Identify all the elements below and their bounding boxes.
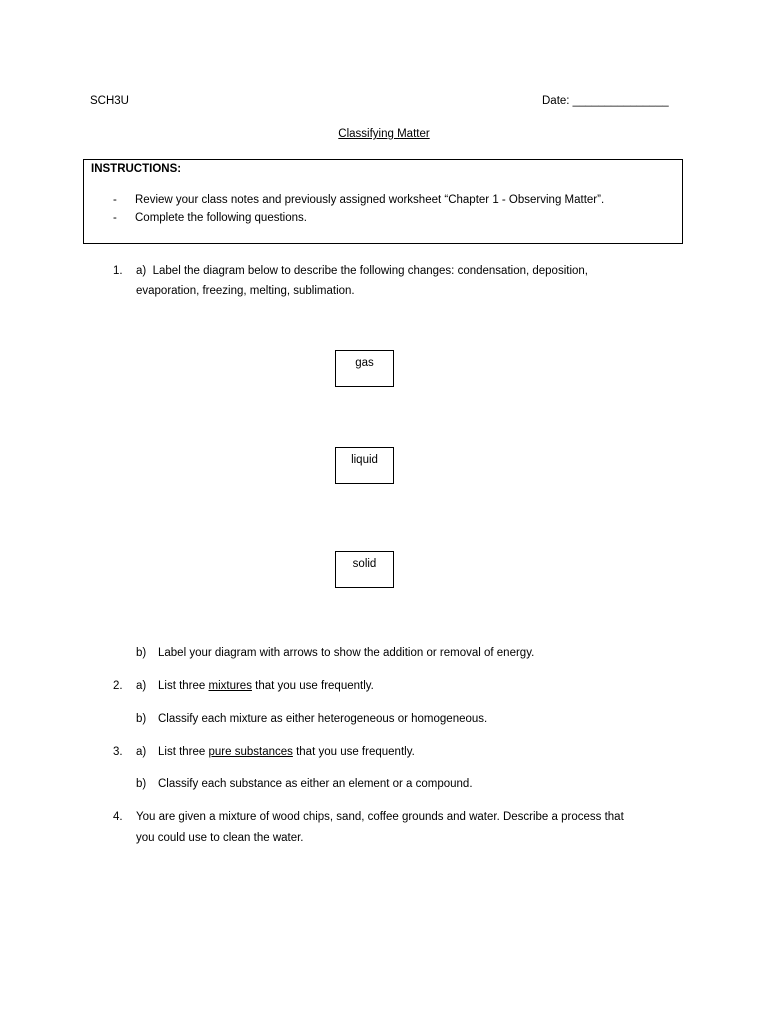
- question-number: 2.: [113, 680, 123, 692]
- question-number: 4.: [113, 811, 123, 823]
- part-label: b): [136, 713, 147, 725]
- text-span: that you use frequently.: [292, 746, 415, 758]
- question-text: You are given a mixture of wood chips, sand, coffee grounds and water. Describe a process that: [136, 811, 624, 823]
- page-title: Classifying Matter: [338, 128, 430, 140]
- text-span: List three: [158, 680, 209, 692]
- instructions-heading: INSTRUCTIONS:: [91, 163, 182, 175]
- state-box-solid: [335, 551, 394, 588]
- part-text: Classify each substance as either an element or a compound.: [158, 778, 473, 790]
- question-number: 1.: [113, 265, 123, 277]
- part-text: Label the diagram below to describe the following changes: condensation, deposition,: [152, 265, 588, 277]
- instruction-bullet: -: [113, 212, 117, 224]
- state-label: solid: [352, 558, 377, 570]
- part-label: a): [136, 746, 147, 758]
- part-text: Classify each mixture as either heterogeneous or homogeneous.: [158, 713, 488, 725]
- instruction-bullet: -: [113, 194, 117, 206]
- text-span: that you use frequently.: [251, 680, 374, 692]
- keyword-underlined: pure substances: [208, 746, 293, 758]
- state-box-gas: [335, 350, 394, 387]
- part-text: [158, 680, 374, 692]
- question-text: evaporation, freezing, melting, sublimation.: [136, 285, 355, 297]
- part-label: b): [136, 647, 147, 659]
- course-code: SCH3U: [90, 95, 129, 107]
- date-field: Date: _______________: [542, 95, 669, 107]
- instruction-item: Review your class notes and previously assigned worksheet “Chapter 1 - Observing Matter”.: [135, 194, 605, 206]
- part-text: Label your diagram with arrows to show the addition or removal of energy.: [158, 647, 535, 659]
- instruction-item: Complete the following questions.: [135, 212, 307, 224]
- question-text: [136, 265, 588, 277]
- instructions-box: [83, 159, 683, 244]
- question-text: you could use to clean the water.: [136, 832, 304, 844]
- question-number: 3.: [113, 746, 123, 758]
- part-label: a): [136, 265, 147, 277]
- part-label: a): [136, 680, 147, 692]
- part-label: b): [136, 778, 147, 790]
- part-text: [158, 746, 415, 758]
- keyword-underlined: mixtures: [208, 680, 252, 692]
- state-label: gas: [355, 357, 374, 369]
- text-span: List three: [158, 746, 209, 758]
- state-label: liquid: [351, 454, 378, 466]
- state-box-liquid: [335, 447, 394, 484]
